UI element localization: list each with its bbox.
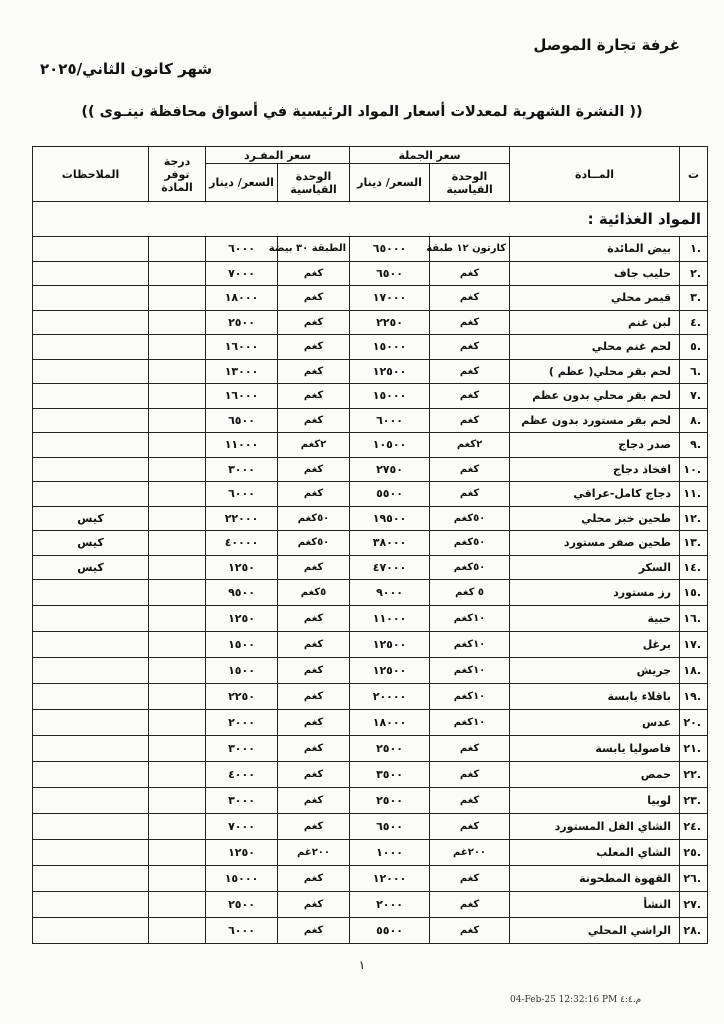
serial-cell: .١٣	[680, 531, 708, 556]
wholesale-unit: ٥٠كغم	[430, 531, 510, 556]
col-wholesale-unit: الوحدة القياسية	[430, 164, 510, 202]
wholesale-price: ٥٥٠٠	[350, 482, 430, 507]
availability-cell	[149, 892, 206, 918]
item-name: لوبيا	[510, 788, 680, 814]
retail-unit: ٢كغم	[278, 433, 350, 458]
wholesale-unit: ١٠كغم	[430, 710, 510, 736]
availability-cell	[149, 482, 206, 507]
availability-cell	[149, 408, 206, 433]
retail-unit: كغم	[278, 684, 350, 710]
wholesale-unit: ١٠كغم	[430, 632, 510, 658]
table-row	[33, 506, 708, 531]
serial-cell: .٢٣	[680, 788, 708, 814]
item-name: فاصوليا يابسة	[510, 736, 680, 762]
wholesale-unit: كغم	[430, 286, 510, 311]
retail-unit: كغم	[278, 814, 350, 840]
availability-cell	[149, 237, 206, 262]
col-wholesale-price: السعر/ دينار	[350, 164, 430, 202]
notes-cell: كيس	[33, 506, 149, 531]
table-row	[33, 866, 708, 892]
wholesale-unit: كغم	[430, 918, 510, 944]
serial-cell: .٧	[680, 384, 708, 409]
retail-unit: كغم	[278, 286, 350, 311]
wholesale-unit: كغم	[430, 762, 510, 788]
wholesale-unit: ٥٠كغم	[430, 555, 510, 580]
serial-cell: .٢٧	[680, 892, 708, 918]
wholesale-price: ١٩٥٠٠	[350, 506, 430, 531]
table-row	[33, 555, 708, 580]
availability-cell	[149, 814, 206, 840]
retail-unit: ٢٠٠غم	[278, 840, 350, 866]
retail-price: ٦٠٠٠	[206, 482, 278, 507]
notes-cell	[33, 384, 149, 409]
table-row	[33, 531, 708, 556]
table-row	[33, 335, 708, 360]
notes-cell	[33, 840, 149, 866]
table-row	[33, 606, 708, 632]
retail-price: ٣٠٠٠	[206, 736, 278, 762]
availability-cell	[149, 433, 206, 458]
retail-unit: كغم	[278, 310, 350, 335]
availability-cell	[149, 658, 206, 684]
table-row	[33, 814, 708, 840]
retail-price: ٣٠٠٠	[206, 788, 278, 814]
wholesale-unit: كارتون ١٢ طبقة	[430, 237, 510, 262]
serial-cell: .٢٢	[680, 762, 708, 788]
retail-unit: كغم	[278, 384, 350, 409]
table-row	[33, 482, 708, 507]
availability-cell	[149, 384, 206, 409]
availability-cell	[149, 506, 206, 531]
wholesale-unit: ٢٠٠غم	[430, 840, 510, 866]
retail-price: ٦٠٠٠	[206, 237, 278, 262]
item-name: الشاي المعلب	[510, 840, 680, 866]
wholesale-price: ١٥٠٠٠	[350, 384, 430, 409]
table-row	[33, 710, 708, 736]
serial-cell: .١٧	[680, 632, 708, 658]
retail-unit: كغم	[278, 632, 350, 658]
wholesale-unit: كغم	[430, 788, 510, 814]
wholesale-unit: ٢كغم	[430, 433, 510, 458]
wholesale-price: ٥٥٠٠	[350, 918, 430, 944]
wholesale-unit: كغم	[430, 310, 510, 335]
retail-unit: كغم	[278, 457, 350, 482]
wholesale-unit: كغم	[430, 892, 510, 918]
item-name: لبن غنم	[510, 310, 680, 335]
table-row	[33, 384, 708, 409]
table-row	[33, 261, 708, 286]
item-name: الراشي المحلي	[510, 918, 680, 944]
retail-unit: ٥٠كغم	[278, 531, 350, 556]
wholesale-unit: ١٠كغم	[430, 606, 510, 632]
notes-cell	[33, 736, 149, 762]
retail-price: ١٥٠٠	[206, 632, 278, 658]
serial-cell: .١٢	[680, 506, 708, 531]
col-retail: سعر المفـرد	[206, 147, 350, 164]
item-name: افخاذ دجاج	[510, 457, 680, 482]
notes-cell	[33, 237, 149, 262]
wholesale-price: ٦٠٠٠	[350, 408, 430, 433]
col-wholesale: سعر الجملة	[350, 147, 510, 164]
notes-cell	[33, 261, 149, 286]
wholesale-price: ٢٥٠٠	[350, 788, 430, 814]
serial-cell: .١٥	[680, 580, 708, 606]
table-row	[33, 736, 708, 762]
availability-cell	[149, 606, 206, 632]
notes-cell	[33, 335, 149, 360]
retail-unit: كغم	[278, 408, 350, 433]
serial-cell: .٨	[680, 408, 708, 433]
item-name: طحين صفر مستورد	[510, 531, 680, 556]
item-name: برغل	[510, 632, 680, 658]
wholesale-price: ١٠٥٠٠	[350, 433, 430, 458]
bulletin-title: (( النشرة الشهرية لمعدلات أسعار المواد الرئيسية في أسواق محافظة نينـوى ))	[81, 104, 643, 120]
wholesale-unit: كغم	[430, 457, 510, 482]
availability-cell	[149, 335, 206, 360]
wholesale-unit: ١٠كغم	[430, 658, 510, 684]
availability-cell	[149, 762, 206, 788]
notes-cell	[33, 433, 149, 458]
availability-cell	[149, 286, 206, 311]
wholesale-unit: كغم	[430, 736, 510, 762]
wholesale-price: ٦٥٠٠٠	[350, 237, 430, 262]
notes-cell	[33, 408, 149, 433]
wholesale-unit: كغم	[430, 261, 510, 286]
wholesale-unit: كغم	[430, 408, 510, 433]
notes-cell	[33, 762, 149, 788]
retail-price: ٢٥٠٠	[206, 892, 278, 918]
retail-price: ١٣٠٠٠	[206, 359, 278, 384]
table-row	[33, 286, 708, 311]
item-name: لحم بقر محلي( عظم )	[510, 359, 680, 384]
table-row	[33, 892, 708, 918]
retail-price: ٢٢٠٠٠	[206, 506, 278, 531]
item-name: الشاي الفل المستورد	[510, 814, 680, 840]
retail-price: ٢٥٠٠	[206, 310, 278, 335]
retail-unit: كغم	[278, 555, 350, 580]
section-food: المواد الغذائية :	[33, 202, 708, 237]
wholesale-unit: ٥٠كغم	[430, 506, 510, 531]
wholesale-price: ٣٨٠٠٠	[350, 531, 430, 556]
notes-cell	[33, 710, 149, 736]
retail-unit: كغم	[278, 762, 350, 788]
availability-cell	[149, 632, 206, 658]
retail-unit: ٥كغم	[278, 580, 350, 606]
retail-unit: كغم	[278, 359, 350, 384]
availability-cell	[149, 788, 206, 814]
serial-cell: .٩	[680, 433, 708, 458]
availability-cell	[149, 866, 206, 892]
wholesale-unit: كغم	[430, 384, 510, 409]
item-name: عدس	[510, 710, 680, 736]
availability-cell	[149, 710, 206, 736]
item-name: لحم غنم محلي	[510, 335, 680, 360]
retail-unit: كغم	[278, 335, 350, 360]
retail-price: ١٢٥٠	[206, 555, 278, 580]
retail-unit: كغم	[278, 866, 350, 892]
serial-cell: .٢	[680, 261, 708, 286]
item-name: حليب جاف	[510, 261, 680, 286]
item-name: لحم بقر محلي بدون عظم	[510, 384, 680, 409]
availability-cell	[149, 310, 206, 335]
notes-cell	[33, 482, 149, 507]
wholesale-price: ٣٥٠٠	[350, 762, 430, 788]
table-row	[33, 788, 708, 814]
serial-cell: .٢٨	[680, 918, 708, 944]
notes-cell	[33, 580, 149, 606]
availability-cell	[149, 531, 206, 556]
item-name: قيمر محلي	[510, 286, 680, 311]
wholesale-price: ١٠٠٠	[350, 840, 430, 866]
serial-cell: .١٤	[680, 555, 708, 580]
print-timestamp: 04-Feb-25 12:32:16 PM م.٤:٤	[510, 995, 642, 1005]
notes-cell	[33, 866, 149, 892]
wholesale-price: ١٢٥٠٠	[350, 632, 430, 658]
col-retail-unit: الوحدة القياسية	[278, 164, 350, 202]
notes-cell	[33, 814, 149, 840]
serial-cell: .٢١	[680, 736, 708, 762]
wholesale-unit: كغم	[430, 866, 510, 892]
table-row	[33, 580, 708, 606]
notes-cell	[33, 892, 149, 918]
retail-unit: كغم	[278, 482, 350, 507]
wholesale-price: ١٨٠٠٠	[350, 710, 430, 736]
wholesale-unit: ١٠كغم	[430, 684, 510, 710]
retail-unit: كغم	[278, 788, 350, 814]
table-row	[33, 359, 708, 384]
notes-cell	[33, 359, 149, 384]
item-name: رز مستورد	[510, 580, 680, 606]
serial-cell: .٢٠	[680, 710, 708, 736]
notes-cell	[33, 658, 149, 684]
retail-price: ٩٥٠٠	[206, 580, 278, 606]
item-name: حمص	[510, 762, 680, 788]
wholesale-price: ١١٠٠٠	[350, 606, 430, 632]
availability-cell	[149, 840, 206, 866]
item-name: جريش	[510, 658, 680, 684]
wholesale-price: ٦٥٠٠	[350, 261, 430, 286]
retail-unit: كغم	[278, 892, 350, 918]
table-row	[33, 310, 708, 335]
table-row	[33, 762, 708, 788]
table-row	[33, 433, 708, 458]
bulletin-month: شهر كانون الثاني/٢٠٢٥	[40, 60, 213, 78]
retail-unit: كغم	[278, 736, 350, 762]
serial-cell: .٦	[680, 359, 708, 384]
item-name: لحم بقر مستورد بدون عظم	[510, 408, 680, 433]
availability-cell	[149, 359, 206, 384]
retail-price: ٤٠٠٠٠	[206, 531, 278, 556]
notes-cell	[33, 632, 149, 658]
table-row	[33, 658, 708, 684]
serial-cell: .١٦	[680, 606, 708, 632]
availability-cell	[149, 580, 206, 606]
serial-cell: .٢٤	[680, 814, 708, 840]
wholesale-price: ٢٠٠٠٠	[350, 684, 430, 710]
item-name: النشأ	[510, 892, 680, 918]
notes-cell	[33, 606, 149, 632]
retail-price: ١٨٠٠٠	[206, 286, 278, 311]
wholesale-unit: ٥ كغم	[430, 580, 510, 606]
notes-cell	[33, 457, 149, 482]
retail-price: ١١٠٠٠	[206, 433, 278, 458]
wholesale-price: ٦٥٠٠	[350, 814, 430, 840]
col-availability: درجة توفر المادة	[149, 147, 206, 202]
retail-price: ٣٠٠٠	[206, 457, 278, 482]
wholesale-unit: كغم	[430, 359, 510, 384]
price-table	[32, 146, 708, 944]
availability-cell	[149, 555, 206, 580]
table-row	[33, 684, 708, 710]
wholesale-unit: كغم	[430, 335, 510, 360]
notes-cell: كيس	[33, 555, 149, 580]
availability-cell	[149, 457, 206, 482]
retail-price: ٢٠٠٠	[206, 710, 278, 736]
page-number: ١	[358, 958, 366, 972]
availability-cell	[149, 918, 206, 944]
retail-price: ٧٠٠٠	[206, 261, 278, 286]
wholesale-unit: كغم	[430, 482, 510, 507]
wholesale-price: ٤٧٠٠٠	[350, 555, 430, 580]
wholesale-unit: كغم	[430, 814, 510, 840]
notes-cell: كيس	[33, 531, 149, 556]
wholesale-price: ١٢٥٠٠	[350, 359, 430, 384]
item-name: باقلاء يابسة	[510, 684, 680, 710]
wholesale-price: ٩٠٠٠	[350, 580, 430, 606]
wholesale-price: ١٧٠٠٠	[350, 286, 430, 311]
item-name: بيض المائدة	[510, 237, 680, 262]
wholesale-price: ١٢٥٠٠	[350, 658, 430, 684]
wholesale-price: ٢٥٠٠	[350, 736, 430, 762]
serial-cell: .١	[680, 237, 708, 262]
col-serial: ت	[680, 147, 708, 202]
retail-price: ١٦٠٠٠	[206, 384, 278, 409]
serial-cell: .٢٥	[680, 840, 708, 866]
retail-price: ٦٥٠٠	[206, 408, 278, 433]
wholesale-price: ١٢٠٠٠	[350, 866, 430, 892]
retail-unit: كغم	[278, 606, 350, 632]
retail-price: ٢٢٥٠	[206, 684, 278, 710]
col-notes: الملاحظات	[33, 147, 149, 202]
retail-price: ٤٠٠٠	[206, 762, 278, 788]
notes-cell	[33, 788, 149, 814]
serial-cell: .١٩	[680, 684, 708, 710]
retail-unit: الطبقة ٣٠ بيضة	[278, 237, 350, 262]
retail-price: ١٥٠٠٠	[206, 866, 278, 892]
retail-unit: كغم	[278, 710, 350, 736]
table-row	[33, 632, 708, 658]
availability-cell	[149, 736, 206, 762]
table-row	[33, 408, 708, 433]
retail-price: ٦٠٠٠	[206, 918, 278, 944]
item-name: دجاج كامل-عراقي	[510, 482, 680, 507]
serial-cell: .٥	[680, 335, 708, 360]
availability-cell	[149, 261, 206, 286]
table-row	[33, 457, 708, 482]
notes-cell	[33, 684, 149, 710]
serial-cell: .١١	[680, 482, 708, 507]
retail-unit: كغم	[278, 261, 350, 286]
serial-cell: .٣	[680, 286, 708, 311]
serial-cell: .١٠	[680, 457, 708, 482]
notes-cell	[33, 286, 149, 311]
item-name: طحين خبز محلي	[510, 506, 680, 531]
retail-unit: ٥٠كغم	[278, 506, 350, 531]
retail-price: ١٢٥٠	[206, 606, 278, 632]
table-row	[33, 840, 708, 866]
wholesale-price: ٢٢٥٠	[350, 310, 430, 335]
retail-price: ٧٠٠٠	[206, 814, 278, 840]
item-name: حبية	[510, 606, 680, 632]
item-name: صدر دجاج	[510, 433, 680, 458]
notes-cell	[33, 918, 149, 944]
availability-cell	[149, 684, 206, 710]
serial-cell: .٤	[680, 310, 708, 335]
retail-price: ١٦٠٠٠	[206, 335, 278, 360]
wholesale-price: ٢٧٥٠	[350, 457, 430, 482]
retail-price: ١٢٥٠	[206, 840, 278, 866]
wholesale-price: ٢٠٠٠	[350, 892, 430, 918]
retail-unit: كغم	[278, 918, 350, 944]
table-row	[33, 918, 708, 944]
col-item: المــادة	[510, 147, 680, 202]
table-row	[33, 237, 708, 262]
item-name: القهوة المطحونة	[510, 866, 680, 892]
serial-cell: .٢٦	[680, 866, 708, 892]
retail-price: ١٥٠٠	[206, 658, 278, 684]
notes-cell	[33, 310, 149, 335]
retail-unit: كغم	[278, 658, 350, 684]
chamber-name: غرفة تجارة الموصل	[533, 36, 680, 54]
serial-cell: .١٨	[680, 658, 708, 684]
item-name: السكر	[510, 555, 680, 580]
col-retail-price: السعر/ دينار	[206, 164, 278, 202]
wholesale-price: ١٥٠٠٠	[350, 335, 430, 360]
